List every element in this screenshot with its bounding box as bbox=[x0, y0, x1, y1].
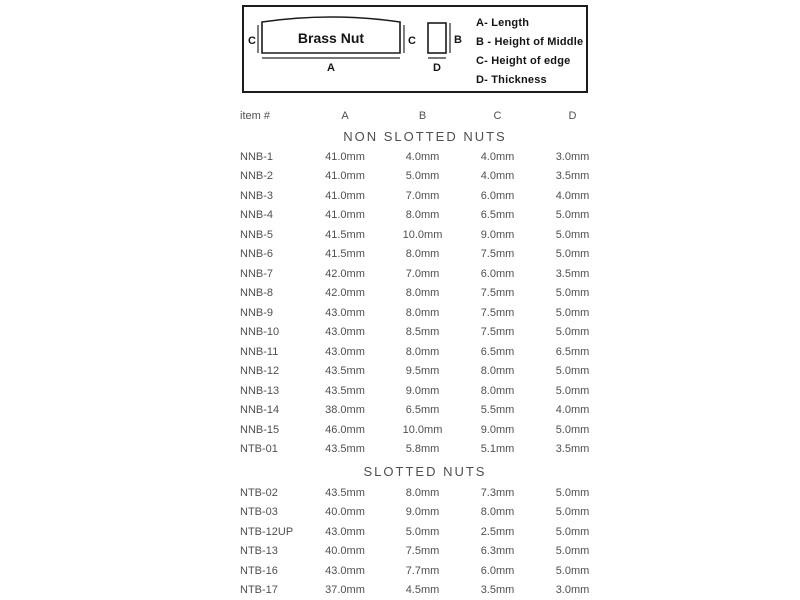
dimension-cell: 42.0mm bbox=[325, 287, 365, 300]
dimension-cell: 3.0mm bbox=[555, 150, 590, 163]
dimension-cell: 43.5mm bbox=[325, 486, 365, 499]
dimension-cell: 8.0mm bbox=[405, 306, 440, 319]
dimension-cell: 5.0mm bbox=[555, 306, 590, 319]
item-id-cell: NNB-5 bbox=[240, 228, 274, 241]
dimension-cell: 6.0mm bbox=[480, 267, 515, 280]
item-id-cell: NTB-17 bbox=[240, 584, 278, 597]
col-header-b: B bbox=[418, 110, 427, 122]
dimension-cell: 4.0mm bbox=[480, 150, 515, 163]
table-row bbox=[240, 522, 610, 542]
dimension-cell: 6.5mm bbox=[405, 404, 440, 417]
item-id-cell: NNB-8 bbox=[240, 287, 274, 300]
nut-label: Brass Nut bbox=[297, 30, 365, 46]
dimension-cell: 9.0mm bbox=[480, 228, 515, 241]
table-row bbox=[240, 147, 610, 167]
dim-label-c-left: C bbox=[248, 35, 256, 47]
table-body bbox=[240, 126, 610, 600]
item-id-cell: NTB-13 bbox=[240, 545, 278, 558]
table-row bbox=[240, 284, 610, 304]
dimension-cell: 2.5mm bbox=[480, 525, 515, 538]
legend-line-a: A- Length bbox=[476, 17, 530, 29]
dimension-cell: 43.0mm bbox=[325, 345, 365, 358]
table-row bbox=[240, 381, 610, 401]
dimension-cell: 9.0mm bbox=[480, 423, 515, 436]
dimension-cell: 43.0mm bbox=[325, 326, 365, 339]
dimension-cell: 37.0mm bbox=[325, 584, 365, 597]
table-row bbox=[240, 323, 610, 343]
item-id-cell: NNB-7 bbox=[240, 267, 274, 280]
table-row bbox=[240, 401, 610, 421]
dimension-legend bbox=[476, 7, 586, 91]
dim-label-d: D bbox=[433, 62, 441, 74]
item-id-cell: NNB-1 bbox=[240, 150, 274, 163]
table-row bbox=[240, 342, 610, 362]
table-row bbox=[240, 245, 610, 265]
dimension-cell: 8.5mm bbox=[405, 326, 440, 339]
dimension-cell: 8.0mm bbox=[405, 248, 440, 261]
item-id-cell: NNB-15 bbox=[240, 423, 280, 436]
dimension-cell: 5.0mm bbox=[555, 486, 590, 499]
col-header-item: item # bbox=[240, 110, 270, 122]
dimension-cell: 4.5mm bbox=[405, 584, 440, 597]
dimension-cell: 10.0mm bbox=[402, 423, 443, 436]
dimension-cell: 5.0mm bbox=[555, 525, 590, 538]
dimension-cell: 5.0mm bbox=[405, 170, 440, 183]
dimension-cell: 3.5mm bbox=[555, 170, 590, 183]
dimension-cell: 40.0mm bbox=[325, 545, 365, 558]
dimension-cell: 6.0mm bbox=[480, 564, 515, 577]
dimension-cell: 5.0mm bbox=[555, 326, 590, 339]
dimension-cell: 4.0mm bbox=[480, 170, 515, 183]
dimension-cell: 43.0mm bbox=[325, 525, 365, 538]
dimension-cell: 8.0mm bbox=[480, 365, 515, 378]
dimension-cell: 6.5mm bbox=[480, 345, 515, 358]
dimension-cell: 38.0mm bbox=[325, 404, 365, 417]
nut-spec-table bbox=[240, 106, 610, 600]
table-header-row bbox=[240, 106, 610, 126]
dimension-cell: 6.3mm bbox=[480, 545, 515, 558]
dimension-cell: 6.0mm bbox=[480, 189, 515, 202]
dimension-cell: 41.0mm bbox=[325, 150, 365, 163]
dimension-cell: 43.5mm bbox=[325, 384, 365, 397]
dimension-cell: 6.5mm bbox=[480, 209, 515, 222]
dimension-cell: 7.5mm bbox=[405, 545, 440, 558]
dimension-cell: 8.0mm bbox=[405, 287, 440, 300]
legend-line-c: C- Height of edge bbox=[476, 55, 571, 67]
item-id-cell: NTB-03 bbox=[240, 506, 278, 519]
dimension-cell: 46.0mm bbox=[325, 423, 365, 436]
dimension-cell: 6.5mm bbox=[555, 345, 590, 358]
item-id-cell: NNB-2 bbox=[240, 170, 274, 183]
dimension-cell: 7.7mm bbox=[405, 564, 440, 577]
dimension-cell: 43.0mm bbox=[325, 306, 365, 319]
dimension-cell: 43.5mm bbox=[325, 365, 365, 378]
dimension-cell: 3.5mm bbox=[555, 267, 590, 280]
brass-nut-diagram-box bbox=[242, 5, 588, 93]
dimension-cell: 9.0mm bbox=[405, 506, 440, 519]
dimension-cell: 5.0mm bbox=[555, 228, 590, 241]
table-row bbox=[240, 303, 610, 323]
dimension-cell: 5.1mm bbox=[480, 443, 515, 456]
item-id-cell: NTB-12UP bbox=[240, 525, 294, 538]
dimension-cell: 5.0mm bbox=[555, 564, 590, 577]
dimension-cell: 5.0mm bbox=[555, 248, 590, 261]
dimension-cell: 4.0mm bbox=[555, 404, 590, 417]
dimension-cell: 7.0mm bbox=[405, 267, 440, 280]
legend-line-d: D- Thickness bbox=[476, 74, 547, 86]
table-row bbox=[240, 206, 610, 226]
dimension-cell: 5.0mm bbox=[555, 545, 590, 558]
table-row bbox=[240, 167, 610, 187]
dimension-cell: 5.0mm bbox=[555, 365, 590, 378]
dimension-cell: 43.0mm bbox=[325, 564, 365, 577]
dimension-cell: 8.0mm bbox=[405, 486, 440, 499]
dimension-cell: 3.5mm bbox=[480, 584, 515, 597]
table-row bbox=[240, 561, 610, 581]
dimension-cell: 7.5mm bbox=[480, 326, 515, 339]
item-id-cell: NTB-16 bbox=[240, 564, 278, 577]
dimension-cell: 8.0mm bbox=[405, 345, 440, 358]
table-row bbox=[240, 440, 610, 460]
legend-line-b: B - Height of Middle bbox=[476, 36, 584, 48]
brass-nut-diagram bbox=[244, 7, 476, 91]
item-id-cell: NNB-3 bbox=[240, 189, 274, 202]
col-header-c: C bbox=[493, 110, 502, 122]
dimension-cell: 8.0mm bbox=[405, 209, 440, 222]
item-id-cell: NNB-13 bbox=[240, 384, 280, 397]
dimension-cell: 41.0mm bbox=[325, 170, 365, 183]
dimension-cell: 5.0mm bbox=[555, 287, 590, 300]
dim-label-b: B bbox=[454, 34, 462, 46]
dimension-cell: 41.5mm bbox=[325, 228, 365, 241]
dimension-cell: 3.0mm bbox=[555, 584, 590, 597]
dimension-cell: 41.0mm bbox=[325, 209, 365, 222]
dimension-cell: 41.0mm bbox=[325, 189, 365, 202]
col-header-a: A bbox=[341, 110, 349, 122]
dimension-cell: 7.5mm bbox=[480, 306, 515, 319]
dimension-cell: 5.0mm bbox=[555, 423, 590, 436]
table-row bbox=[240, 483, 610, 503]
table-row bbox=[240, 264, 610, 284]
col-header-d: D bbox=[568, 110, 577, 122]
dimension-cell: 7.3mm bbox=[480, 486, 515, 499]
table-row bbox=[240, 542, 610, 562]
dimension-cell: 5.0mm bbox=[555, 506, 590, 519]
dimension-cell: 7.5mm bbox=[480, 287, 515, 300]
dimension-cell: 9.5mm bbox=[405, 365, 440, 378]
dim-label-c-right: C bbox=[408, 35, 416, 47]
dimension-cell: 43.5mm bbox=[325, 443, 365, 456]
table-row bbox=[240, 503, 610, 523]
table-row bbox=[240, 362, 610, 382]
table-row bbox=[240, 581, 610, 600]
dimension-cell: 8.0mm bbox=[480, 506, 515, 519]
item-id-cell: NNB-9 bbox=[240, 306, 274, 319]
dimension-cell: 3.5mm bbox=[555, 443, 590, 456]
item-id-cell: NNB-10 bbox=[240, 326, 280, 339]
table-row bbox=[240, 420, 610, 440]
dimension-cell: 5.0mm bbox=[555, 384, 590, 397]
dimension-cell: 5.0mm bbox=[405, 525, 440, 538]
item-id-cell: NNB-11 bbox=[240, 345, 279, 358]
dimension-cell: 7.5mm bbox=[480, 248, 515, 261]
item-id-cell: NNB-6 bbox=[240, 248, 274, 261]
dim-label-a: A bbox=[327, 62, 335, 74]
dimension-cell: 4.0mm bbox=[555, 189, 590, 202]
dimension-cell: 10.0mm bbox=[402, 228, 443, 241]
item-id-cell: NNB-4 bbox=[240, 209, 274, 222]
table-row bbox=[240, 186, 610, 206]
table-row bbox=[240, 225, 610, 245]
nut-side-view bbox=[428, 23, 446, 53]
item-id-cell: NTB-01 bbox=[240, 443, 278, 456]
section-title: NON SLOTTED NUTS bbox=[343, 129, 507, 144]
dimension-cell: 9.0mm bbox=[405, 384, 440, 397]
item-id-cell: NNB-12 bbox=[240, 365, 280, 378]
section-title: SLOTTED NUTS bbox=[363, 463, 487, 479]
dimension-cell: 5.0mm bbox=[555, 209, 590, 222]
dimension-cell: 7.0mm bbox=[405, 189, 440, 202]
dimension-cell: 40.0mm bbox=[325, 506, 365, 519]
dimension-cell: 8.0mm bbox=[480, 384, 515, 397]
dimension-cell: 42.0mm bbox=[325, 267, 365, 280]
dimension-cell: 4.0mm bbox=[405, 150, 440, 163]
dimension-cell: 5.8mm bbox=[405, 443, 440, 456]
item-id-cell: NNB-14 bbox=[240, 404, 280, 417]
item-id-cell: NTB-02 bbox=[240, 486, 278, 499]
dimension-cell: 5.5mm bbox=[480, 404, 515, 417]
dimension-cell: 41.5mm bbox=[325, 248, 365, 261]
